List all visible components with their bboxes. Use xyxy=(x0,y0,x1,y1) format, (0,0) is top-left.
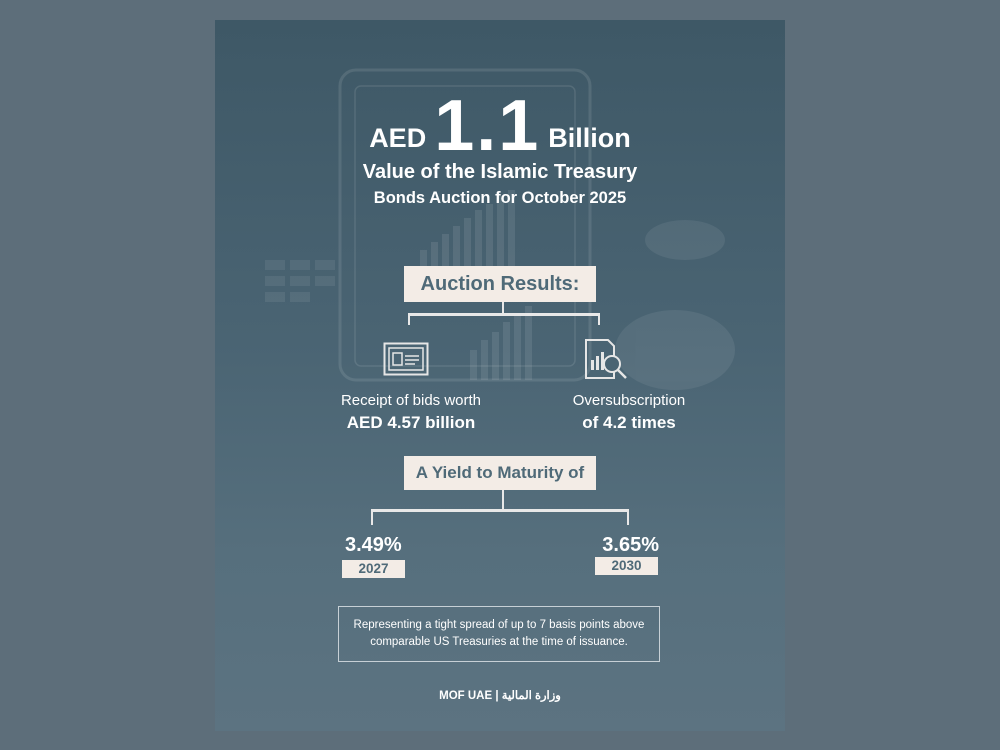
yield-value-2027: 3.49% xyxy=(345,534,402,556)
infographic-card xyxy=(215,20,785,731)
yield-year-2027: 2027 xyxy=(342,560,405,578)
footer-brand: MOF UAE xyxy=(439,690,493,702)
oversubscription-value: of 4.2 times xyxy=(582,413,676,432)
yield-connector-right xyxy=(627,509,629,525)
auction-results-label: Auction Results: xyxy=(404,266,596,302)
yield-connector-left xyxy=(371,509,373,525)
auction-connector-left xyxy=(408,313,410,325)
headline-amount: 1.1 xyxy=(434,86,541,166)
report-magnifier-icon xyxy=(582,338,630,382)
auction-connector-right xyxy=(598,313,600,325)
spread-note xyxy=(338,606,660,662)
footer-separator: | xyxy=(495,690,499,702)
spread-note-line2: comparable US Treasuries at the time of issuance. xyxy=(370,636,628,648)
yield-connector-stem xyxy=(502,490,504,510)
headline-currency: AED xyxy=(369,123,427,153)
yield-value-2030: 3.65% xyxy=(602,534,659,556)
oversubscription-line1: Oversubscription xyxy=(572,392,686,409)
headline-subtitle-line1: Value of the Islamic Treasury xyxy=(362,161,638,183)
footer xyxy=(215,688,785,702)
banknote-icon xyxy=(383,342,429,376)
footer-arabic-logo: وزارة المالية xyxy=(501,690,561,702)
bids-value: AED 4.57 billion xyxy=(346,413,476,432)
yield-label: A Yield to Maturity of xyxy=(404,456,596,490)
spread-note-line1: Representing a tight spread of up to 7 basis points above xyxy=(353,619,645,631)
bids-line1: Receipt of bids worth xyxy=(340,392,482,409)
yield-year-2030: 2030 xyxy=(595,557,658,575)
auction-connector-bar xyxy=(408,313,600,316)
headline-unit: Billion xyxy=(548,123,631,153)
headline-subtitle-line2: Bonds Auction for October 2025 xyxy=(373,189,627,207)
headline xyxy=(215,82,785,166)
yield-connector-bar xyxy=(371,509,629,512)
